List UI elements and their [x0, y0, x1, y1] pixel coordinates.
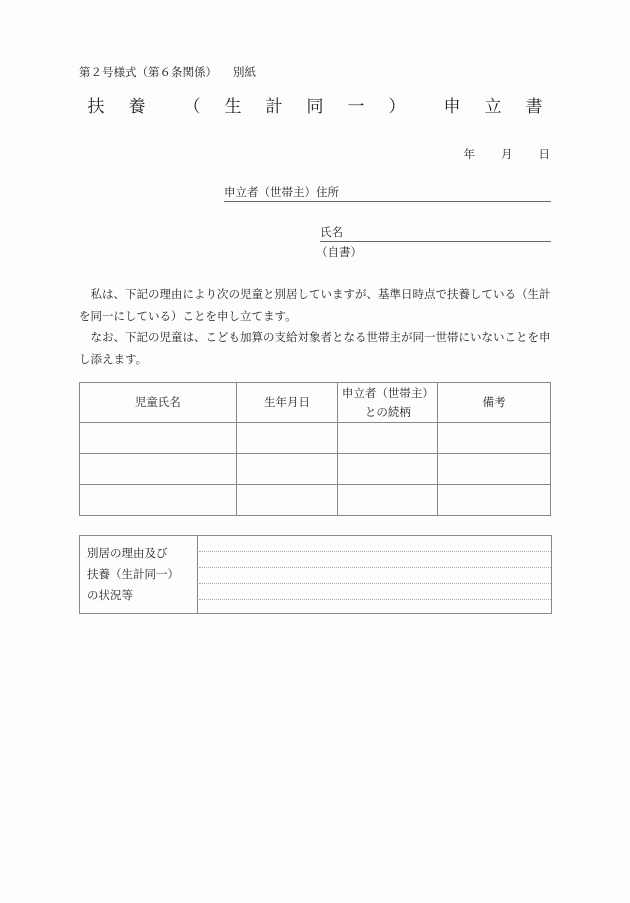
statement-paragraph-1: 私は、下記の理由により次の児童と別居していますが、基準日時点で扶養している（生計を同一にしている）ことを申し立てます。 — [79, 287, 551, 323]
applicant-address-field[interactable] — [224, 184, 551, 202]
table-header-row — [80, 383, 551, 423]
cell-remarks[interactable] — [438, 454, 551, 485]
cell-relationship[interactable] — [338, 485, 438, 516]
attachment-label: 別紙 — [233, 65, 256, 79]
table-row — [80, 485, 551, 516]
cell-child-name[interactable] — [80, 485, 237, 516]
title-char: 生 — [224, 97, 242, 117]
title-char: 立 — [484, 97, 502, 117]
writing-line — [199, 551, 551, 552]
writing-line — [199, 583, 551, 584]
reason-label — [80, 536, 198, 613]
header-child-name: 児童氏名 — [80, 383, 237, 423]
reason-label-line: の状況等 — [87, 588, 133, 602]
date-day: 日 — [538, 147, 550, 161]
table-row — [80, 454, 551, 485]
header-relationship-line2: との続柄 — [364, 404, 411, 419]
children-table — [79, 382, 551, 516]
cell-birthdate[interactable] — [236, 485, 338, 516]
cell-birthdate[interactable] — [236, 454, 338, 485]
page-title — [0, 92, 630, 117]
cell-child-name[interactable] — [80, 423, 237, 454]
reason-writing-area[interactable] — [199, 536, 551, 613]
title-char: 扶 — [87, 97, 105, 117]
writing-line — [199, 567, 551, 568]
header-remarks: 備考 — [438, 383, 551, 423]
cell-relationship[interactable] — [338, 423, 438, 454]
date-year: 年 — [463, 147, 475, 161]
reason-label-line: 別居の理由及び — [87, 546, 168, 560]
form-number-text: 第２号様式（第６条関係） — [79, 65, 217, 79]
reason-label-line: 扶養（生計同一） — [87, 567, 179, 581]
title-char: （ — [183, 97, 201, 117]
title-char: 養 — [128, 97, 146, 117]
applicant-address-label: 申立者（世帯主）住所 — [224, 185, 339, 199]
header-relationship — [338, 383, 438, 423]
handwritten-note: （自書） — [316, 245, 362, 259]
header-birthdate: 生年月日 — [236, 383, 338, 423]
title-char: 計 — [265, 97, 283, 117]
form-number — [79, 64, 256, 80]
date-field[interactable] — [438, 146, 551, 162]
applicant-name-label: 氏名 — [320, 225, 343, 239]
cell-relationship[interactable] — [338, 454, 438, 485]
header-relationship-line1: 申立者（世帯主） — [341, 385, 434, 400]
cell-birthdate[interactable] — [236, 423, 338, 454]
title-char: 書 — [525, 97, 543, 117]
title-char: 申 — [443, 97, 461, 117]
writing-line — [199, 599, 551, 600]
title-char: 一 — [347, 97, 365, 117]
reason-box — [79, 535, 552, 614]
title-char: ） — [388, 97, 406, 117]
table-row — [80, 423, 551, 454]
title-char: 同 — [306, 97, 324, 117]
cell-child-name[interactable] — [80, 454, 237, 485]
applicant-name-field[interactable] — [320, 224, 551, 242]
cell-remarks[interactable] — [438, 485, 551, 516]
date-month: 月 — [501, 147, 513, 161]
statement-paragraph-2: なお、下記の児童は、こども加算の支給対象者となる世帯主が同一世帯にいないことを申し添えます。 — [79, 330, 551, 366]
cell-remarks[interactable] — [438, 423, 551, 454]
